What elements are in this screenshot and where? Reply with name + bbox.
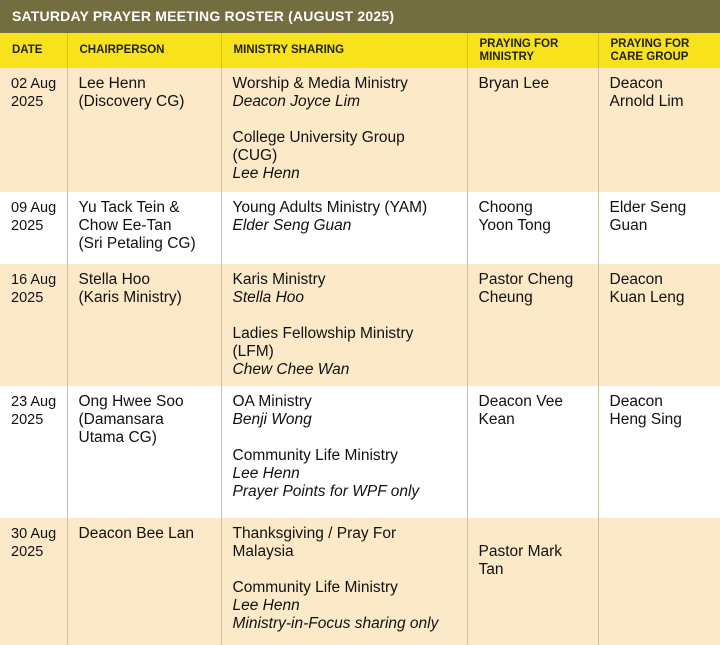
praying-for-ministry-cell-line: Bryan Lee <box>479 75 594 93</box>
praying-for-ministry-cell-line: Pastor Mark <box>479 543 594 561</box>
ministry-sharing-cell <box>221 68 467 192</box>
praying-for-ministry-cell <box>467 518 598 645</box>
ministry-name: (CUG) <box>233 147 463 165</box>
header-date: DATE <box>0 33 67 68</box>
ministry-name: Thanksgiving / Pray For <box>233 525 463 543</box>
praying-for-care-group-cell-line: Kuan Leng <box>610 289 717 307</box>
date-cell-line: 2025 <box>11 217 63 235</box>
table-row <box>0 386 720 518</box>
praying-for-care-group-cell-line: Guan <box>610 217 717 235</box>
header-praying-for-ministry-line2: MINISTRY <box>480 51 598 64</box>
chairperson-cell-line: Stella Hoo <box>79 271 217 289</box>
chairperson-cell-line: Deacon Bee Lan <box>79 525 217 543</box>
chairperson-cell <box>67 518 221 645</box>
ministry-name: College University Group <box>233 129 463 147</box>
ministry-sharing-cell <box>221 386 467 518</box>
praying-for-care-group-cell <box>598 264 720 386</box>
date-cell <box>0 68 67 192</box>
date-cell-line: 02 Aug <box>11 75 63 93</box>
header-chairperson: CHAIRPERSON <box>67 33 221 68</box>
ministry-name: Community Life Ministry <box>233 447 463 465</box>
praying-for-ministry-cell-line: Tan <box>479 561 594 579</box>
chairperson-cell-line: (Karis Ministry) <box>79 289 217 307</box>
ministry-sharing-cell <box>221 518 467 645</box>
date-cell-line: 2025 <box>11 411 63 429</box>
presenter-name: Elder Seng Guan <box>233 217 463 235</box>
praying-for-care-group-cell-line: Deacon <box>610 393 717 411</box>
presenter-name: Deacon Joyce Lim <box>233 93 463 111</box>
table-row <box>0 264 720 386</box>
praying-for-ministry-cell-line: Cheung <box>479 289 594 307</box>
header-praying-for-care-group <box>598 33 720 68</box>
praying-for-care-group-cell-line: Heng Sing <box>610 411 717 429</box>
chairperson-cell-line: Utama CG) <box>79 429 217 447</box>
date-cell <box>0 518 67 645</box>
chairperson-cell-line: Chow Ee-Tan <box>79 217 217 235</box>
praying-for-ministry-cell-line <box>479 525 594 543</box>
date-cell-line: 09 Aug <box>11 199 63 217</box>
header-praying-for-care-group-line1: PRAYING FOR <box>611 38 720 51</box>
praying-for-ministry-cell-line: Deacon Vee <box>479 393 594 411</box>
ministry-name: Worship & Media Ministry <box>233 75 463 93</box>
praying-for-care-group-cell-line: Deacon <box>610 75 717 93</box>
table-row <box>0 192 720 264</box>
date-cell <box>0 386 67 518</box>
praying-for-ministry-cell <box>467 386 598 518</box>
presenter-name: Lee Henn <box>233 165 463 183</box>
praying-for-care-group-cell-line: Deacon <box>610 271 717 289</box>
praying-for-care-group-cell <box>598 386 720 518</box>
presenter-name: Stella Hoo <box>233 289 463 307</box>
date-cell-line: 23 Aug <box>11 393 63 411</box>
chairperson-cell-line: Yu Tack Tein & <box>79 199 217 217</box>
header-praying-for-ministry-line1: PRAYING FOR <box>480 38 598 51</box>
praying-for-ministry-cell <box>467 264 598 386</box>
header-praying-for-care-group-line2: CARE GROUP <box>611 51 720 64</box>
table-header <box>0 33 720 68</box>
table-row <box>0 68 720 192</box>
presenter-name: Lee Henn <box>233 597 463 615</box>
roster-title: SATURDAY PRAYER MEETING ROSTER (AUGUST 2025) <box>0 0 720 33</box>
date-cell <box>0 192 67 264</box>
spacer <box>233 429 463 447</box>
praying-for-ministry-cell <box>467 192 598 264</box>
chairperson-cell-line: (Discovery CG) <box>79 93 217 111</box>
chairperson-cell <box>67 68 221 192</box>
praying-for-care-group-cell <box>598 192 720 264</box>
praying-for-care-group-cell-line: Elder Seng <box>610 199 717 217</box>
chairperson-cell-line: Ong Hwee Soo <box>79 393 217 411</box>
date-cell-line: 2025 <box>11 93 63 111</box>
praying-for-ministry-cell-line: Choong <box>479 199 594 217</box>
presenter-name: Ministry-in-Focus sharing only <box>233 615 463 633</box>
date-cell-line: 2025 <box>11 543 63 561</box>
presenter-name: Benji Wong <box>233 411 463 429</box>
ministry-name: Malaysia <box>233 543 463 561</box>
header-ministry-sharing: MINISTRY SHARING <box>221 33 467 68</box>
chairperson-cell-line: (Sri Petaling CG) <box>79 235 217 253</box>
ministry-name: (LFM) <box>233 343 463 361</box>
presenter-name: Lee Henn <box>233 465 463 483</box>
ministry-sharing-cell <box>221 192 467 264</box>
header-praying-for-ministry <box>467 33 598 68</box>
praying-for-care-group-cell <box>598 68 720 192</box>
ministry-name: Karis Ministry <box>233 271 463 289</box>
spacer <box>233 561 463 579</box>
chairperson-cell <box>67 192 221 264</box>
ministry-sharing-cell <box>221 264 467 386</box>
date-cell-line: 16 Aug <box>11 271 63 289</box>
date-cell-line: 2025 <box>11 289 63 307</box>
date-cell <box>0 264 67 386</box>
ministry-name: Community Life Ministry <box>233 579 463 597</box>
praying-for-care-group-cell-line: Arnold Lim <box>610 93 717 111</box>
praying-for-ministry-cell-line: Yoon Tong <box>479 217 594 235</box>
table-row <box>0 518 720 645</box>
praying-for-ministry-cell-line: Pastor Cheng <box>479 271 594 289</box>
date-cell-line: 30 Aug <box>11 525 63 543</box>
spacer <box>233 307 463 325</box>
chairperson-cell <box>67 386 221 518</box>
chairperson-cell-line: Lee Henn <box>79 75 217 93</box>
presenter-name: Chew Chee Wan <box>233 361 463 379</box>
praying-for-ministry-cell-line: Kean <box>479 411 594 429</box>
chairperson-cell <box>67 264 221 386</box>
table-body <box>0 68 720 645</box>
praying-for-care-group-cell <box>598 518 720 645</box>
chairperson-cell-line: (Damansara <box>79 411 217 429</box>
praying-for-ministry-cell <box>467 68 598 192</box>
roster-table <box>0 33 720 645</box>
presenter-name: Prayer Points for WPF only <box>233 483 463 501</box>
ministry-name: OA Ministry <box>233 393 463 411</box>
ministry-name: Young Adults Ministry (YAM) <box>233 199 463 217</box>
ministry-name: Ladies Fellowship Ministry <box>233 325 463 343</box>
spacer <box>233 111 463 129</box>
